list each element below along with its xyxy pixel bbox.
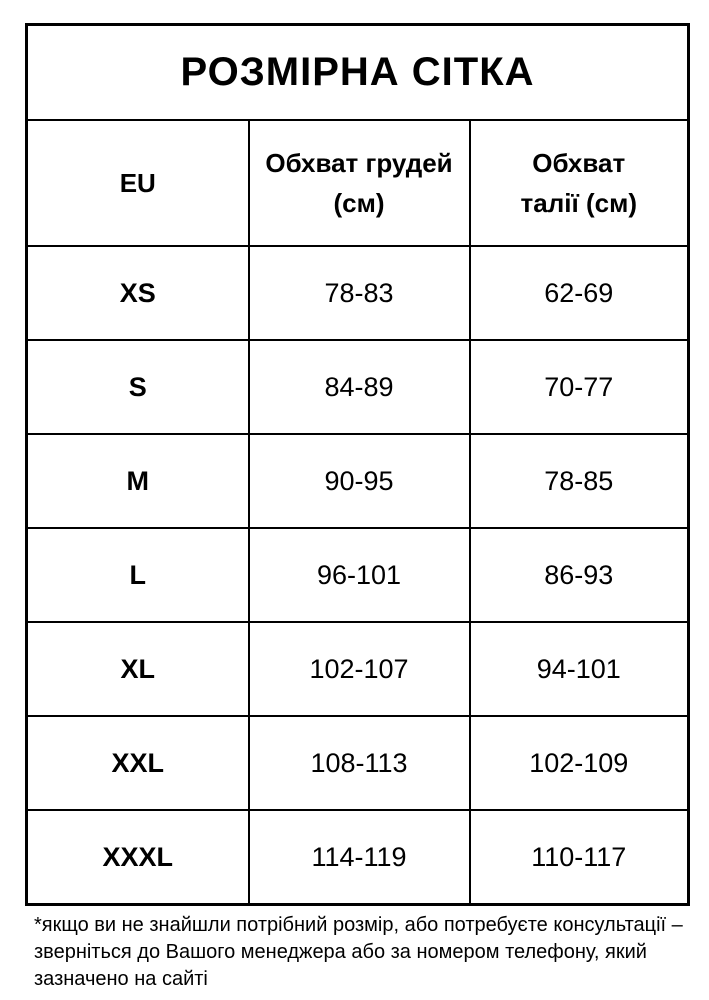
- header-chest-line1: Обхват грудей: [265, 147, 453, 178]
- table-row: [27, 528, 689, 622]
- header-waist-line2: талії (см): [520, 188, 637, 218]
- size-cell: L: [27, 528, 249, 622]
- header-chest: [249, 120, 470, 246]
- header-eu: [27, 120, 249, 246]
- header-waist-line1: Обхват: [532, 147, 626, 178]
- size-cell: S: [27, 340, 249, 434]
- waist-cell: 110-117: [470, 810, 689, 905]
- chest-cell: 108-113: [249, 716, 470, 810]
- table-row: [27, 716, 689, 810]
- waist-cell: 86-93: [470, 528, 689, 622]
- size-cell: XS: [27, 246, 249, 340]
- header-chest-line2: (см): [333, 188, 385, 218]
- size-cell: XXL: [27, 716, 249, 810]
- size-chart-table: [25, 23, 690, 906]
- waist-cell: 94-101: [470, 622, 689, 716]
- header-eu-label: EU: [119, 167, 156, 198]
- table-row: [27, 340, 689, 434]
- waist-cell: 102-109: [470, 716, 689, 810]
- table-row: [27, 434, 689, 528]
- waist-cell: 70-77: [470, 340, 689, 434]
- size-cell: M: [27, 434, 249, 528]
- table-row: [27, 622, 689, 716]
- size-cell: XL: [27, 622, 249, 716]
- chest-cell: 90-95: [249, 434, 470, 528]
- header-waist: [470, 120, 689, 246]
- chest-cell: 78-83: [249, 246, 470, 340]
- footnote: *якщо ви не знайшли потрібний розмір, або потребуєте консультації – зверніться до Вашого менеджера або за номером телефону, який зазначено на сайті: [34, 914, 683, 990]
- waist-cell: 62-69: [470, 246, 689, 340]
- table-title: РОЗМІРНА СІТКА: [27, 25, 689, 121]
- chest-cell: 102-107: [249, 622, 470, 716]
- table-row: [27, 246, 689, 340]
- chest-cell: 84-89: [249, 340, 470, 434]
- chest-cell: 96-101: [249, 528, 470, 622]
- chest-cell: 114-119: [249, 810, 470, 905]
- size-cell: XXXL: [27, 810, 249, 905]
- title-row: [27, 25, 689, 121]
- table-row: [27, 810, 689, 905]
- header-row: [27, 120, 689, 246]
- waist-cell: 78-85: [470, 434, 689, 528]
